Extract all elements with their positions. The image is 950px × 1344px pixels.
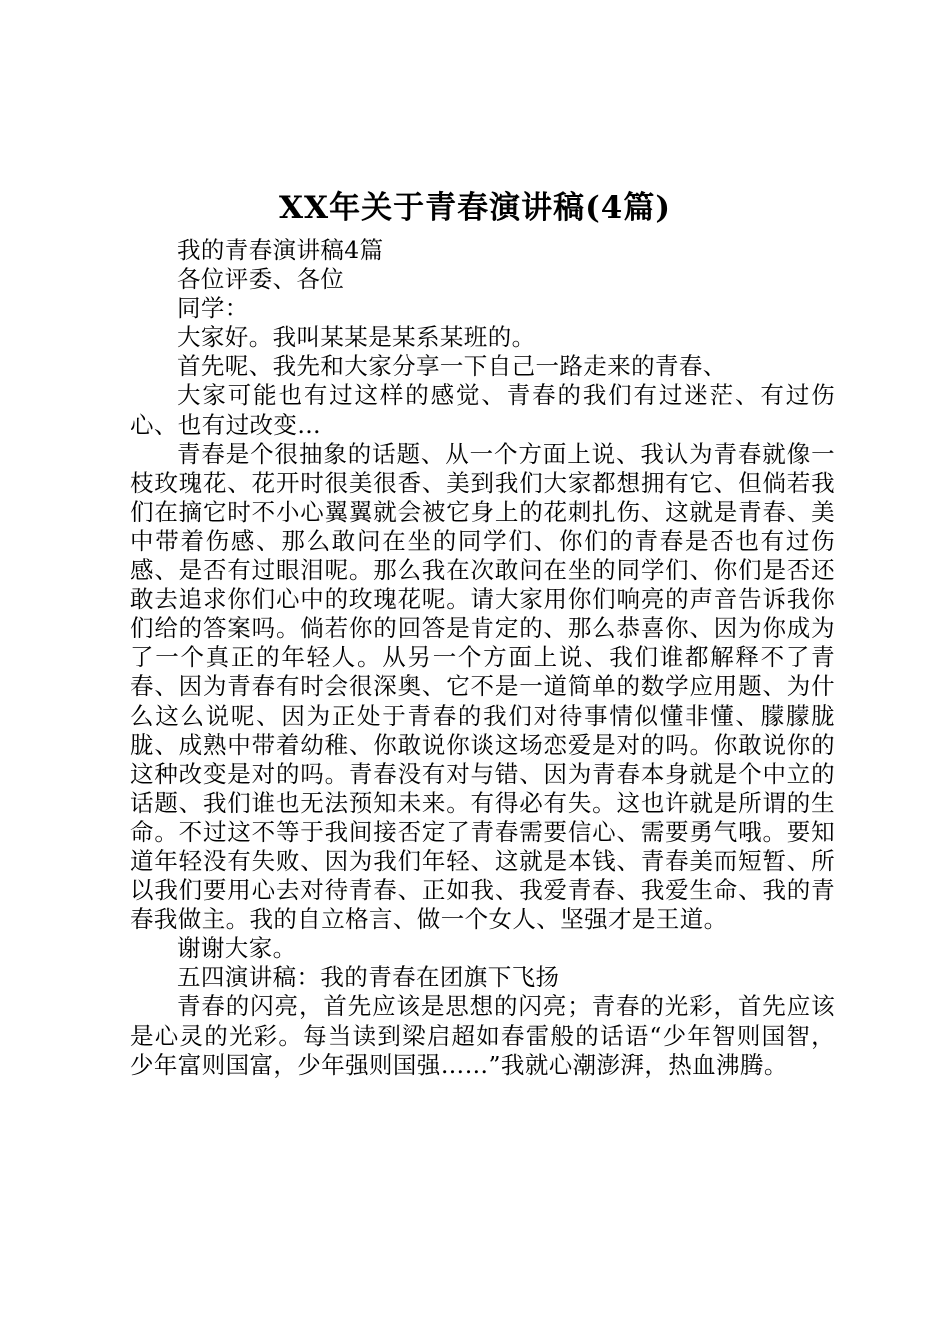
paragraph-second-speech-title: 五四演讲稿：我的青春在团旗下飞扬 xyxy=(177,963,560,992)
paragraph-subtitle: 我的青春演讲稿4篇 xyxy=(177,236,384,264)
paragraph-salutation-cont: 同学： xyxy=(177,294,249,323)
paragraph-thanks: 谢谢大家。 xyxy=(177,934,297,963)
paragraph-greeting: 大家好。我叫某某是某系某班的。 xyxy=(177,323,536,352)
document-body xyxy=(130,236,835,1080)
paragraph-salutation: 各位评委、各位 xyxy=(177,265,345,294)
document-title: XX年关于青春演讲稿(4篇) xyxy=(278,190,671,226)
paragraph-intro: 首先呢、我先和大家分享一下自己一路走来的青春、 xyxy=(177,352,727,381)
paragraph-feelings: 大家可能也有过这样的感觉、青春的我们有过迷茫、有过伤心、也有过改变… xyxy=(130,381,835,439)
paragraph-main-body: 青春是个很抽象的话题、从一个方面上说、我认为青春就像一枝玫瑰花、花开时很美很香、美到我们大家都想拥有它、但倘若我们在摘它时不小心翼翼就会被它身上的花刺扎伤、这就是青春、美中带着伤感、那么敢问在坐的同学们、你们的青春是否也有过伤感、是否有过眼泪呢。那么我在次敢问在坐的同学们、你们是否还敢去追求你们心中的玫瑰花呢。请大家用你们响亮的声音告诉我你们给的答案吗。倘若你的回答是肯定的、那么恭喜你、因为你成为了一个真正的年轻人。从另一个方面上说、我们谁都解释不了青春、因为青春有时会很深奥、它不是一道简单的数学应用题、为什么这么说呢、因为正处于青春的我们对待事情似懂非懂、朦朦胧胧、成熟中带着幼稚、你敢说你谈这场恋爱是对的吗。你敢说你的这种改变是对的吗。青春没有对与错、因为青春本身就是个中立的话题、我们谁也无法预知未来。有得必有失。这也许就是所谓的生命。不过这不等于我间接否定了青春需要信心、需要勇气哦。要知道年轻没有失败、因为我们年轻、这就是本钱、青春美而短暂、所以我们要用心去对待青春、正如我、我爱青春、我爱生命、我的青春我做主。我的自立格言、做一个女人、坚强才是王道。 xyxy=(130,439,835,934)
paragraph-second-speech-body: 青春的闪亮，首先应该是思想的闪亮；青春的光彩，首先应该是心灵的光彩。每当读到梁启超如春雷般的话语“少年智则国智，少年富则国富，少年强则国强……”我就心潮澎湃，热血沸腾。 xyxy=(130,992,835,1079)
